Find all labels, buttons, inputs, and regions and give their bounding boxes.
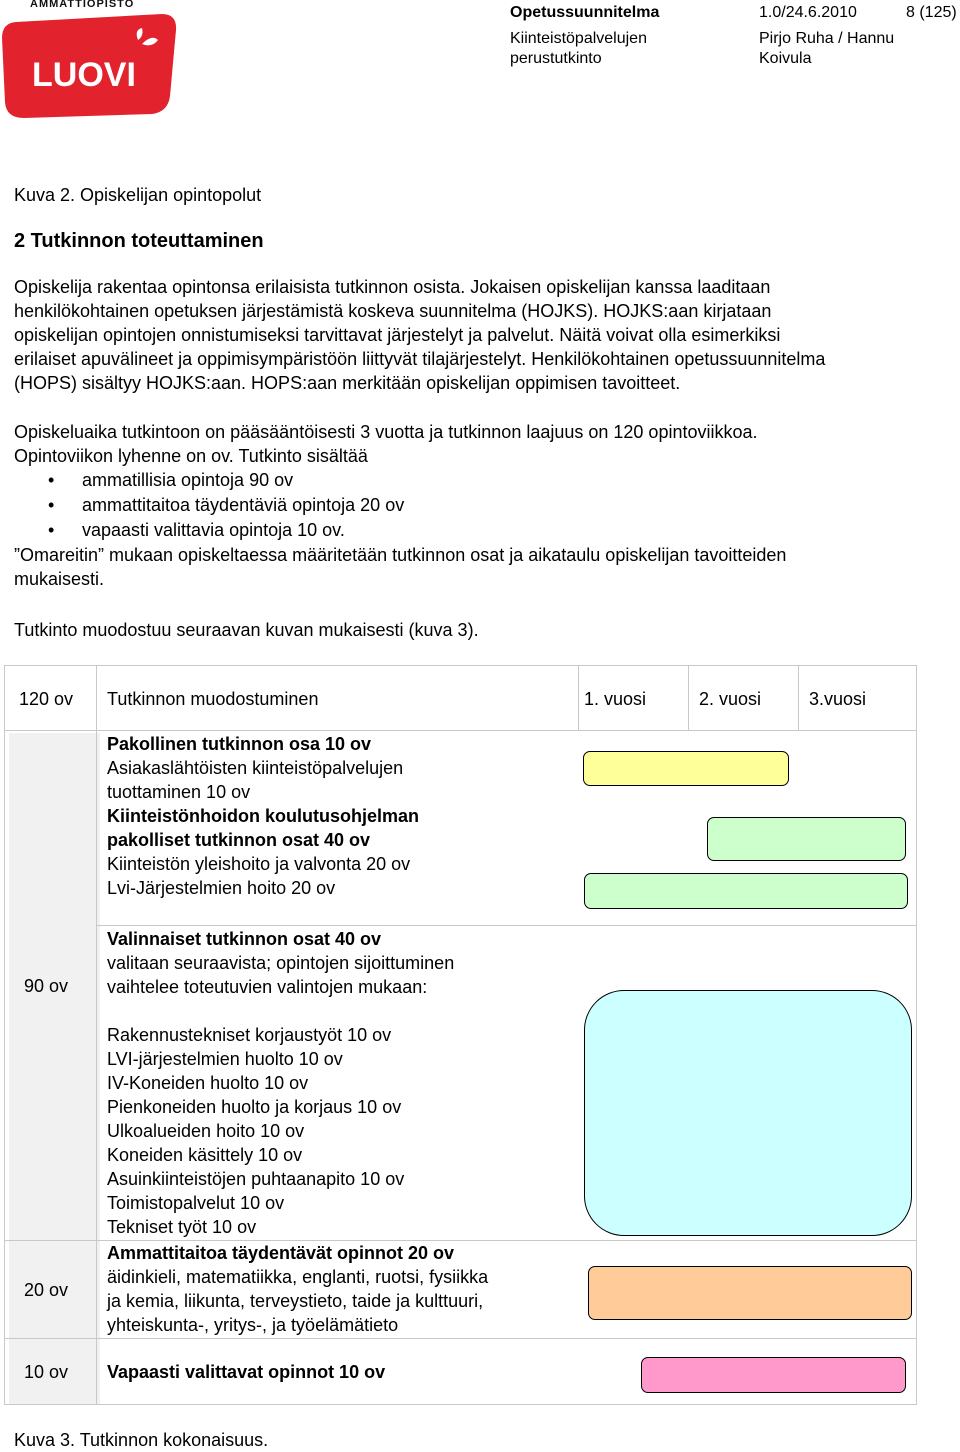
timeline-bar-supplementary [588,1266,912,1320]
doc-version: 1.0/24.6.2010 [759,4,857,21]
logo-top-text: AMMATTIOPISTO [30,0,135,10]
list-item: IV-Koneiden huolto 10 ov [107,1073,309,1093]
luovi-logo [2,14,178,118]
mandatory-block [107,732,419,900]
block-line: ja kemia, liikunta, terveystieto, taide ja kulttuuri, [107,1291,484,1311]
text-line: mukaisesti. [14,569,105,589]
degree-structure-table [4,665,917,1405]
header-total-ov: 120 ov [19,689,74,709]
list-item: Rakennustekniset korjaustyöt 10 ov [107,1025,392,1045]
logo-shape [2,14,178,118]
block-heading: Pakollinen tutkinnon osa 10 ov [107,734,372,754]
list-item: Koneiden käsittely 10 ov [107,1145,303,1165]
timeline-bar-mandatory [583,751,789,786]
bullet-item: • ammattitaitoa täydentäviä opintoja 20 ov [14,493,959,518]
block-line: vaihtelee toteutuvien valintojen mukaan: [107,977,428,997]
block-line: Lvi-Järjestelmien hoito 20 ov [107,878,336,898]
bullet-item: • vapaasti valittavia opintoja 10 ov. [14,518,959,543]
free-choice-block: Vapaasti valittavat opinnot 10 ov [107,1362,386,1382]
block-line: Asiakaslähtöisten kiinteistöpalvelujen [107,758,404,778]
text-line: Opiskelija rakentaa opintonsa erilaisista tutkinnon osista. Jokaisen opiskelijan kanssa laaditaan [14,277,771,297]
bullet-list [14,468,959,543]
row-label-20ov: 20 ov [24,1280,69,1300]
block-heading: Valinnaiset tutkinnon osat 40 ov [107,929,382,949]
text-line: erilaiset apuvälineet ja oppimisympäristöön liittyvät tilajärjestelyt. Henkilökohtainen opetussuunnitelma [14,349,826,369]
timeline-bar-optional [584,990,912,1236]
figure2-caption: Kuva 2. Opiskelijan opintopolut [14,185,262,205]
program-name-2: perustutkinto [510,50,602,67]
block-line: tuottaminen 10 ov [107,782,251,802]
ov-column-background [9,733,100,1405]
text-line: henkilökohtainen opetuksen järjestämistä koskeva suunnitelma (HOJKS). HOJKS:aan kirjataan [14,301,772,321]
supplementary-block [107,1241,488,1337]
page-number: 8 (125) [906,4,957,21]
authors-1: Pirjo Ruha / Hannu [759,30,895,47]
program-name-1: Kiinteistöpalvelujen [510,30,647,47]
doc-title: Opetussuunnitelma [510,4,660,21]
logo-brand-text: LUOVI [32,56,136,94]
text-line: opiskelijan opintojen onnistumiseksi tarvittavat järjestelyt ja palvelut. Näitä voivat olla esimerkiksi [14,325,781,345]
optional-block [107,927,454,999]
list-item: Pienkoneiden huolto ja korjaus 10 ov [107,1097,402,1117]
list-item: Ulkoalueiden hoito 10 ov [107,1121,305,1141]
list-item: Tekniset työt 10 ov [107,1217,257,1237]
timeline-bar-free-choice [641,1357,906,1393]
block-heading: Ammattitaitoa täydentävät opinnot 20 ov [107,1243,455,1263]
figure3-caption: Kuva 3. Tutkinnon kokonaisuus. [14,1430,269,1450]
header-year-2: 2. vuosi [699,689,762,709]
list-item: Toimistopalvelut 10 ov [107,1193,285,1213]
list-item: Asuinkiinteistöjen puhtaanapito 10 ov [107,1169,405,1189]
paragraph-hojks [14,275,959,395]
paragraph-duration [14,420,959,591]
text-line: (HOPS) sisältyy HOJKS:aan. HOPS:aan merkitään opiskelijan oppimisen tavoitteet. [14,373,681,393]
text-line: Opintoviikon lyhenne on ov. Tutkinto sisältää [14,446,368,466]
timeline-bar-koulutusohjelma [707,817,906,861]
paragraph-structure: Tutkinto muodostuu seuraavan kuvan mukaisesti (kuva 3). [14,620,479,640]
block-heading: Kiinteistönhoidon koulutusohjelman [107,806,419,826]
timeline-bar-lvi [584,873,908,909]
block-line: Kiinteistön yleishoito ja valvonta 20 ov [107,854,411,874]
authors-2: Koivula [759,50,812,67]
header-title: Tutkinnon muodostuminen [107,689,319,709]
block-line: äidinkieli, matematiikka, englanti, ruotsi, fysiikka [107,1267,489,1287]
row-label-10ov: 10 ov [24,1362,69,1382]
block-heading: pakolliset tutkinnon osat 40 ov [107,830,371,850]
block-line: valitaan seuraavista; opintojen sijoittuminen [107,953,455,973]
bullet-item: • ammatillisia opintoja 90 ov [14,468,959,493]
text-line: ”Omareitin” mukaan opiskeltaessa määritetään tutkinnon osat ja aikataulu opiskelijan tavoitteiden [14,545,787,565]
header-year-1: 1. vuosi [584,689,647,709]
list-item: LVI-järjestelmien huolto 10 ov [107,1049,343,1069]
header-year-3: 3.vuosi [809,689,867,709]
block-line: yhteiskunta-, yritys-, ja työelämätieto [107,1315,399,1335]
text-line: Opiskeluaika tutkintoon on pääsääntöisesti 3 vuotta ja tutkinnon laajuus on 120 opintoviikkoa. [14,422,758,442]
optional-items-list [107,1023,404,1239]
row-label-90ov: 90 ov [24,976,69,996]
section-heading: 2 Tutkinnon toteuttaminen [14,230,264,252]
